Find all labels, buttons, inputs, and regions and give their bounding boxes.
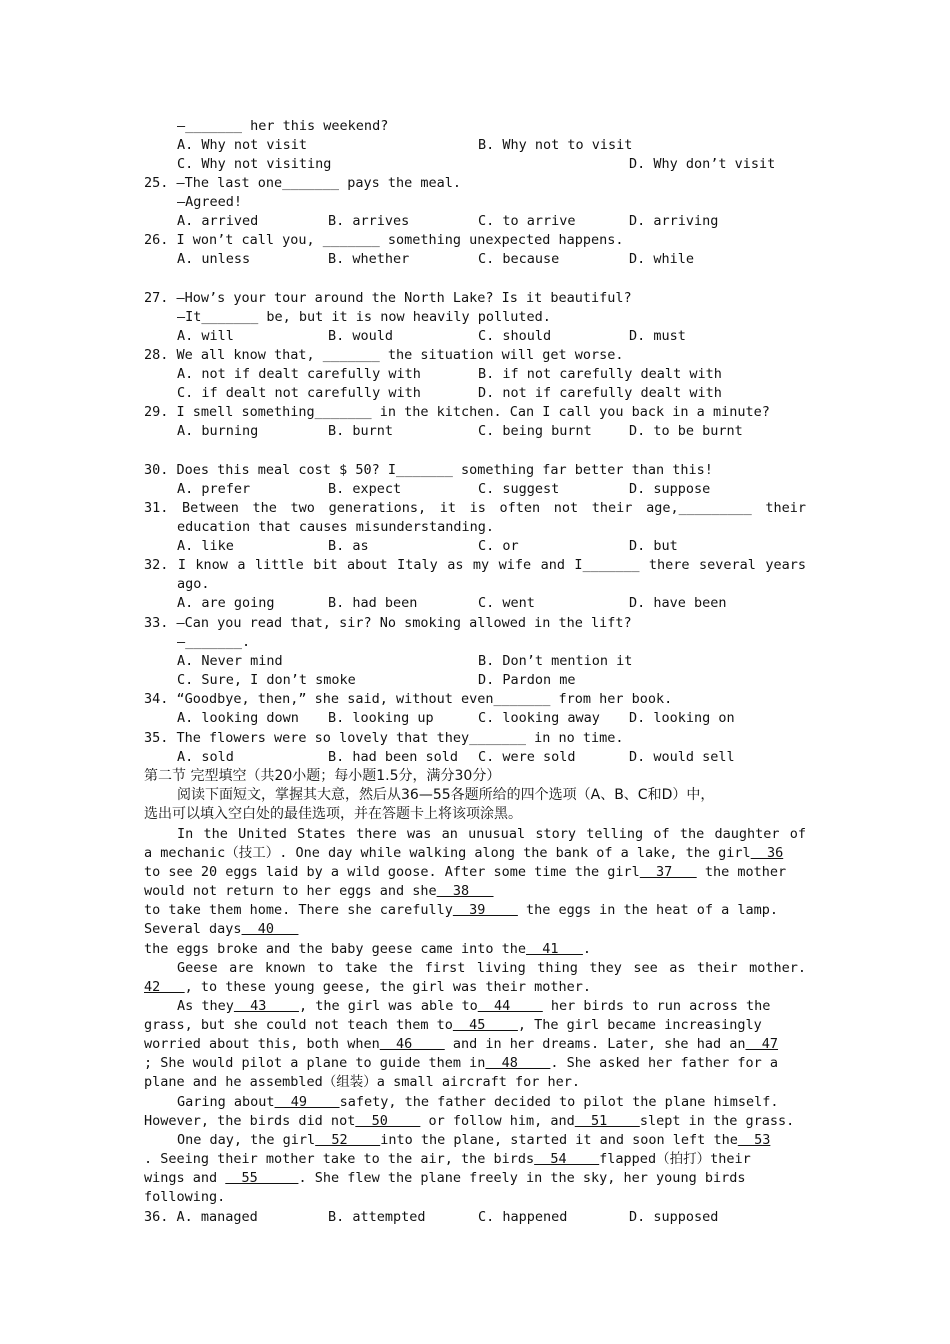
q33-reply: —_______. — [177, 634, 251, 650]
passage-line: One day, the girl 52 into the plane, started it and soon left the 53 — [177, 1132, 771, 1148]
q28-option-a: A. not if dealt carefully with — [177, 366, 421, 382]
q25-option-d: D. arriving — [629, 213, 719, 229]
blank-42: 42 — [144, 979, 185, 995]
q25-reply: —Agreed! — [177, 194, 243, 210]
passage-line: to take them home. There she carefully 39 the eggs in the heat of a lamp. — [144, 902, 778, 918]
q27-option-a: A. will — [177, 328, 234, 344]
blank-38: 38 — [436, 883, 494, 899]
blank-45: 45 — [452, 1017, 518, 1033]
q35-option-d: D. would sell — [629, 749, 735, 765]
blank-50: 50 — [355, 1113, 421, 1129]
q25-option-c: C. to arrive — [478, 213, 576, 229]
blank-52: 52 — [315, 1132, 381, 1148]
q25-option-b: B. arrives — [328, 213, 410, 229]
q32-option-c: C. went — [478, 595, 535, 611]
blank-49: 49 — [274, 1094, 340, 1110]
q32-option-d: D. have been — [629, 595, 727, 611]
q29-option-b: B. burnt — [328, 423, 394, 439]
passage-line: wings and 55 . She flew the plane freely in the sky, her young birds — [144, 1170, 746, 1186]
q30-stem: 30. Does this meal cost $ 50? I_______ something far better than this! — [144, 462, 713, 478]
passage-line: However, the birds did not 50 or follow him, and 51 slept in the grass. — [144, 1113, 795, 1129]
q24-option-d: D. Why don’t visit — [629, 156, 776, 172]
q28-stem: 28. We all know that, _______ the situation will get worse. — [144, 347, 624, 363]
blank-47: 47 — [745, 1036, 778, 1052]
q29-option-c: C. being burnt — [478, 423, 592, 439]
passage-line: grass, but she could not teach them to 45 , The girl became increasingly — [144, 1017, 762, 1033]
passage-line: to see 20 eggs laid by a wild goose. After some time the girl 37 the mother — [144, 864, 787, 880]
q32-stem-line2: ago. — [177, 576, 210, 592]
q34-option-d: D. looking on — [629, 710, 735, 726]
q34-option-b: B. looking up — [328, 710, 434, 726]
q31-option-c: C. or — [478, 538, 519, 554]
q35-stem: 35. The flowers were so lovely that they_______ in no time. — [144, 730, 624, 746]
passage-line: a mechanic（技工）. One day while walking along the bank of a lake, the girl 36 — [144, 845, 784, 861]
passage-line: would not return to her eggs and she 38 — [144, 883, 494, 899]
q26-option-d: D. while — [629, 251, 695, 267]
q32-option-b: B. had been — [328, 595, 418, 611]
q34-stem: 34. “Goodbye, then,” she said, without even_______ from her book. — [144, 691, 673, 707]
passage-line: the eggs broke and the baby geese came into the 41 . — [144, 941, 592, 957]
q28-option-c: C. if dealt not carefully with — [177, 385, 421, 401]
passage-line: Several days 40 — [144, 921, 299, 937]
blank-36: 36 — [750, 845, 784, 861]
q30-option-c: C. suggest — [478, 481, 560, 497]
passage-line: 42 , to these young geese, the girl was their mother. — [144, 979, 592, 995]
passage-line: In the United States there was an unusual story telling of the daughter of — [177, 826, 806, 842]
blank-39: 39 — [452, 902, 518, 918]
q29-option-d: D. to be burnt — [629, 423, 743, 439]
q24-answer-line: —_______ her this weekend? — [177, 118, 389, 134]
q29-option-a: A. burning — [177, 423, 259, 439]
q26-option-a: A. unless — [177, 251, 251, 267]
q24-option-a: A. Why not visit — [177, 137, 308, 153]
blank-55: 55 — [225, 1170, 299, 1186]
section-instruction-line1: 阅读下面短文，掌握其大意，然后从36—55各题所给的四个选项（A、B、C和D）中， — [177, 787, 715, 803]
q30-option-b: B. expect — [328, 481, 402, 497]
q35-option-b: B. had been sold — [328, 749, 459, 765]
q27-stem: 27. —How’s your tour around the North Lake? Is it beautiful? — [144, 290, 632, 306]
q27-option-d: D. must — [629, 328, 686, 344]
q34-option-c: C. looking away — [478, 710, 600, 726]
q30-option-a: A. prefer — [177, 481, 251, 497]
q31-option-a: A. like — [177, 538, 234, 554]
q24-option-b: B. Why not to visit — [478, 137, 633, 153]
q31-stem-line1: 31. Between the two generations, it is often not their age,_________ their — [144, 500, 806, 516]
q33-option-d: D. Pardon me — [478, 672, 576, 688]
passage-line: As they 43 , the girl was able to 44 her birds to run across the — [177, 998, 771, 1014]
q28-option-b: B. if not carefully dealt with — [478, 366, 722, 382]
passage-line: worried about this, both when 46 and in her dreams. Later, she had an 47 — [144, 1036, 778, 1052]
q35-option-c: C. were sold — [478, 749, 576, 765]
blank-41: 41 — [526, 941, 583, 957]
q25-stem: 25. —The last one_______ pays the meal. — [144, 175, 461, 191]
q36-option-c: C. happened — [478, 1209, 568, 1225]
blank-46: 46 — [379, 1036, 445, 1052]
q27-reply: —It_______ be, but it is now heavily polluted. — [177, 309, 551, 325]
blank-44: 44 — [477, 998, 543, 1014]
q27-option-c: C. should — [478, 328, 552, 344]
passage-line: ; She would pilot a plane to guide them in 48 . She asked her father for a — [144, 1055, 778, 1071]
q36-option-d: D. supposed — [629, 1209, 719, 1225]
blank-40: 40 — [241, 921, 299, 937]
q31-option-d: D. but — [629, 538, 678, 554]
q34-option-a: A. looking down — [177, 710, 299, 726]
q36-option-a: 36. A. managed — [144, 1209, 258, 1225]
passage-line: Garing about 49 safety, the father decided to pilot the plane himself. — [177, 1094, 779, 1110]
q33-option-a: A. Never mind — [177, 653, 283, 669]
passage-line: . Seeing their mother take to the air, the birds 54 flapped（拍打）their — [144, 1151, 751, 1167]
blank-51: 51 — [574, 1113, 640, 1129]
q31-stem-line2: education that causes misunderstanding. — [177, 519, 494, 535]
q35-option-a: A. sold — [177, 749, 234, 765]
q24-option-c: C. Why not visiting — [177, 156, 332, 172]
passage-line: following. — [144, 1189, 226, 1205]
q30-option-d: D. suppose — [629, 481, 711, 497]
q31-option-b: B. as — [328, 538, 369, 554]
q25-option-a: A. arrived — [177, 213, 259, 229]
blank-43: 43 — [233, 998, 299, 1014]
q26-option-c: C. because — [478, 251, 560, 267]
blank-48: 48 — [485, 1055, 551, 1071]
blank-54: 54 — [534, 1151, 600, 1167]
q26-stem: 26. I won’t call you, _______ something unexpected happens. — [144, 232, 624, 248]
q32-stem-line1: 32. I know a little bit about Italy as my wife and I_______ there several years — [144, 557, 806, 573]
q32-option-a: A. are going — [177, 595, 275, 611]
q36-option-b: B. attempted — [328, 1209, 426, 1225]
q27-option-b: B. would — [328, 328, 394, 344]
section-heading: 第二节 完型填空（共20小题；每小题1.5分，满分30分） — [144, 768, 501, 784]
q33-option-c: C. Sure, I don’t smoke — [177, 672, 356, 688]
passage-line: Geese are known to take the first living thing they see as their mother. — [177, 960, 806, 976]
q28-option-d: D. not if carefully dealt with — [478, 385, 722, 401]
q33-stem: 33. —Can you read that, sir? No smoking allowed in the lift? — [144, 615, 632, 631]
blank-53: 53 — [737, 1132, 771, 1148]
section-instruction-line2: 选出可以填入空白处的最佳选项，并在答题卡上将该项涂黑。 — [144, 806, 522, 822]
q33-option-b: B. Don’t mention it — [478, 653, 633, 669]
blank-37: 37 — [639, 864, 697, 880]
q29-stem: 29. I smell something_______ in the kitchen. Can I call you back in a minute? — [144, 404, 770, 420]
q26-option-b: B. whether — [328, 251, 410, 267]
passage-line: plane and he assembled（组装）a small aircraft for her. — [144, 1074, 581, 1090]
